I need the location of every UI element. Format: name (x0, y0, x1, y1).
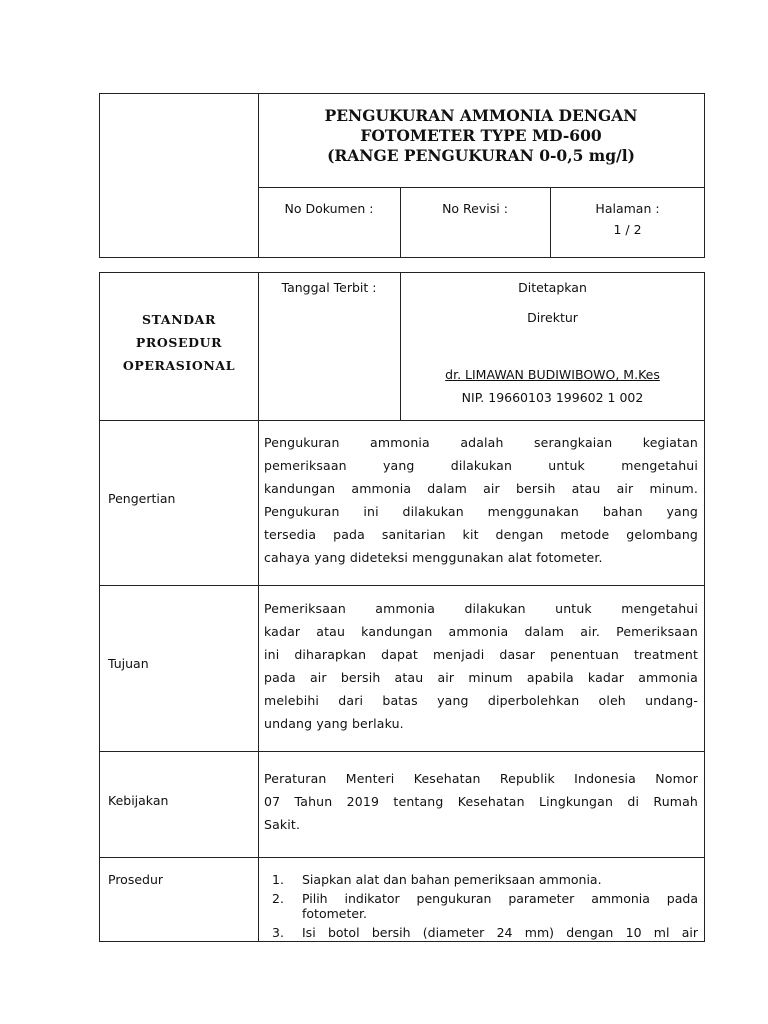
tujuan-line: Pemeriksaan ammonia dilakukan untuk mengetahui (264, 601, 698, 616)
step-number: 1. (272, 872, 284, 887)
sop-line-3: OPERASIONAL (122, 358, 236, 373)
step-number: 3. (272, 925, 284, 940)
no-revisi-label: No Revisi : (442, 201, 508, 216)
header-divider-horizontal (258, 187, 705, 188)
row-divider-3 (99, 751, 705, 752)
pengertian-line: Pengukuran ini dilakukan menggunakan bahan yang (264, 504, 698, 519)
tujuan-label: Tujuan (108, 656, 149, 671)
kebijakan-line: 07 Tahun 2019 tentang Kesehatan Lingkungan di Rumah (264, 794, 698, 809)
pengertian-line: kandungan ammonia dalam air bersih atau air minum. (264, 481, 698, 496)
pengertian-text (264, 431, 698, 569)
step-line: Pilih indikator pengukuran parameter ammonia pada (302, 891, 698, 906)
pengertian-line: pemeriksaan yang dilakukan untuk mengetahui (264, 458, 698, 473)
kebijakan-label: Kebijakan (108, 793, 169, 808)
signatory-nip: NIP. 19660103 199602 1 002 (461, 390, 644, 405)
title-line-3: (RANGE PENGUKURAN 0-0,5 mg/l) (327, 146, 635, 165)
row-divider-4 (99, 857, 705, 858)
kebijakan-line: Sakit. (264, 817, 301, 832)
tujuan-line: undang yang berlaku. (264, 716, 404, 731)
signatory-name: dr. LIMAWAN BUDIWIBOWO, M.Kes (445, 367, 660, 382)
header-divider-doc-rev (400, 187, 401, 258)
pengertian-line: Pengukuran ammonia adalah serangkaian kegiatan (264, 435, 698, 450)
tujuan-text (264, 597, 698, 735)
row-divider-1 (99, 420, 705, 421)
list-item (272, 872, 698, 887)
ditetapkan-text: Ditetapkan (518, 280, 587, 295)
prosedur-steps (272, 872, 698, 944)
halaman-value: 1 / 2 (613, 222, 642, 237)
tujuan-line: kadar atau kandungan ammonia dalam air. Pemeriksaan (264, 624, 698, 639)
tujuan-line: pada air bersih atau air minum apabila kadar ammonia (264, 670, 698, 685)
direktur-text: Direktur (527, 310, 578, 325)
row-divider-2 (99, 585, 705, 586)
sop-label (100, 308, 258, 377)
title-line-2: FOTOMETER TYPE MD-600 (360, 126, 602, 145)
step-number: 2. (272, 891, 284, 906)
sop-line-2: PROSEDUR (135, 335, 223, 350)
no-dokumen-label: No Dokumen : (284, 201, 374, 216)
tujuan-line: melebihi dari batas yang diperbolehkan oleh undang- (264, 693, 698, 708)
pengertian-line: tersedia pada sanitarian kit dengan metode gelombang (264, 527, 698, 542)
prosedur-label: Prosedur (108, 872, 164, 887)
step-line: Siapkan alat dan bahan pemeriksaan ammonia. (302, 872, 602, 887)
tanggal-terbit-label: Tanggal Terbit : (281, 280, 377, 295)
kebijakan-line: Peraturan Menteri Kesehatan Republik Indonesia Nomor (264, 771, 698, 786)
pengertian-line: cahaya yang dideteksi menggunakan alat fotometer. (264, 550, 603, 565)
title-line-1: PENGUKURAN AMMONIA DENGAN (324, 106, 638, 125)
pengertian-label: Pengertian (108, 491, 176, 506)
step-line: Isi botol bersih (diameter 24 mm) dengan 10 ml air (302, 925, 698, 940)
step-line: fotometer. (302, 906, 368, 921)
list-item (272, 925, 698, 940)
list-item (272, 891, 698, 921)
halaman-label: Halaman : (595, 201, 660, 216)
tujuan-line: ini diharapkan dapat menjadi dasar penentuan treatment (264, 647, 698, 662)
kebijakan-text (264, 767, 698, 836)
sop-line-1: STANDAR (142, 312, 216, 327)
document-title (258, 106, 704, 166)
main-divider-vertical (258, 272, 259, 942)
